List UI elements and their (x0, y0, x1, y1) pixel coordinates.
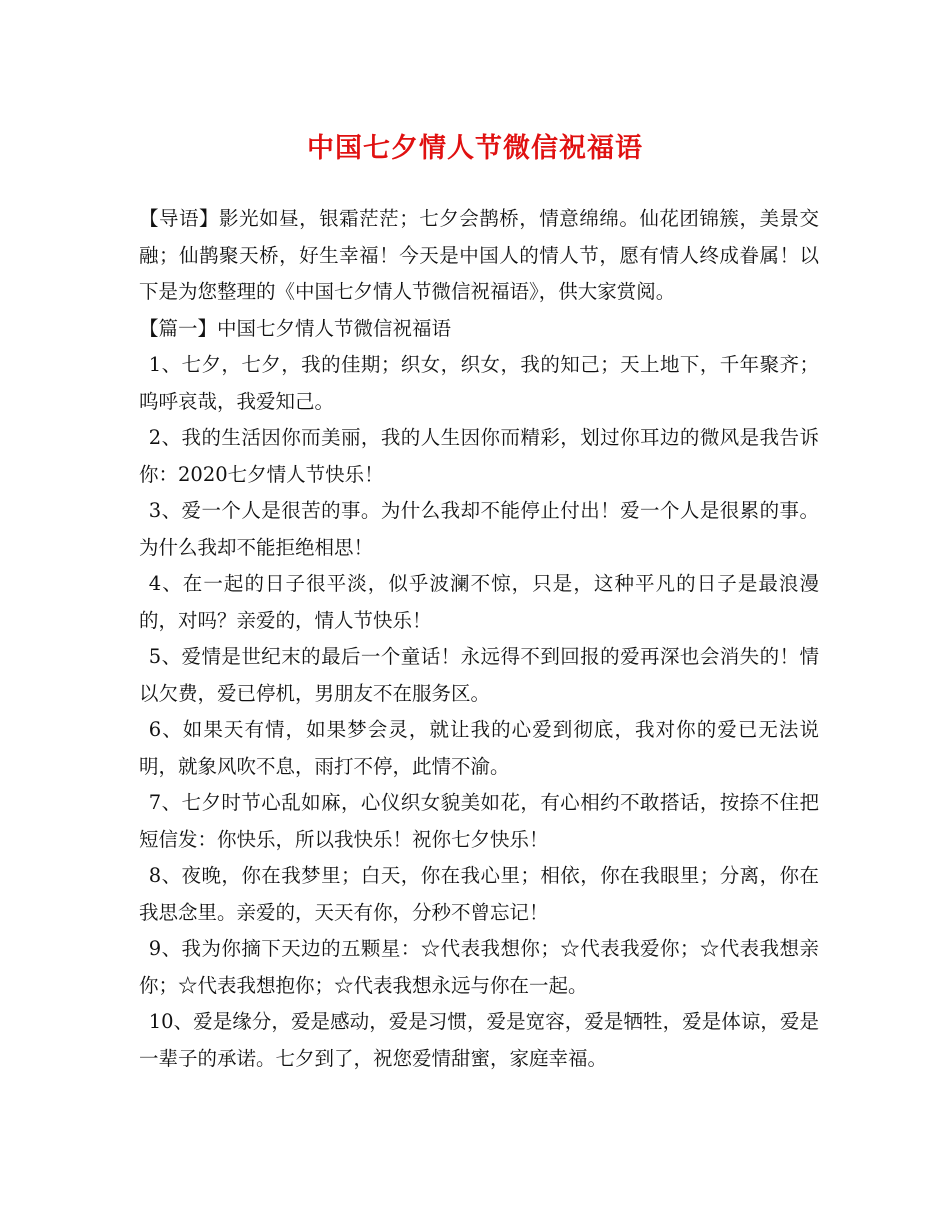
intro-paragraph: 【导语】影光如昼，银霜茫茫；七夕会鹊桥，情意绵绵。仙花团锦簇，美景交融；仙鹊聚天桥，好生幸福！今天是中国人的情人节，愿有情人终成眷属！以下是为您整理的《中国七夕情人节微信祝福语》，供大家赏阅。 (139, 207, 819, 303)
blessing-item-2: 2、我的生活因你而美丽，我的人生因你而精彩，划过你耳边的微风是我告诉你：2020七夕情人节快乐！ (139, 426, 819, 486)
blessing-item-10: 10、爱是缘分，爱是感动，爱是习惯，爱是宽容，爱是牺牲，爱是体谅，爱是一辈子的承诺。七夕到了，祝您爱情甜蜜，家庭幸福。 (139, 1010, 819, 1070)
blessing-item-5: 5、爱情是世纪末的最后一个童话！永远得不到回报的爱再深也会消失的！情以欠费，爱已停机，男朋友不在服务区。 (139, 645, 819, 705)
blessing-item-4: 4、在一起的日子很平淡，似乎波澜不惊，只是，这种平凡的日子是最浪漫的，对吗？亲爱的，情人节快乐！ (139, 572, 819, 632)
blessing-item-3: 3、爱一个人是很苦的事。为什么我却不能停止付出！爱一个人是很累的事。为什么我却不能拒绝相思！ (139, 499, 819, 559)
section-heading: 【篇一】中国七夕情人节微信祝福语 (139, 316, 452, 340)
blessing-item-8: 8、夜晚，你在我梦里；白天，你在我心里；相依，你在我眼里；分离，你在我思念里。亲爱的，天天有你，分秒不曾忘记！ (139, 864, 819, 924)
blessing-item-7: 7、七夕时节心乱如麻，心仪织女貌美如花，有心相约不敢搭话，按捺不住把短信发：你快乐，所以我快乐！祝你七夕快乐！ (139, 791, 819, 851)
document-title: 中国七夕情人节微信祝福语 (307, 133, 643, 164)
blessing-item-9: 9、我为你摘下天边的五颗星：☆代表我想你；☆代表我爱你；☆代表我想亲你；☆代表我想抱你；☆代表我想永远与你在一起。 (139, 937, 819, 997)
blessing-item-6: 6、如果天有情，如果梦会灵，就让我的心爱到彻底，我对你的爱已无法说明，就象风吹不息，雨打不停，此情不渝。 (139, 718, 819, 778)
document-body (139, 201, 819, 1077)
blessing-item-1: 1、七夕，七夕，我的佳期；织女，织女，我的知己；天上地下，千年聚齐；呜呼哀哉，我爱知己。 (139, 353, 819, 413)
